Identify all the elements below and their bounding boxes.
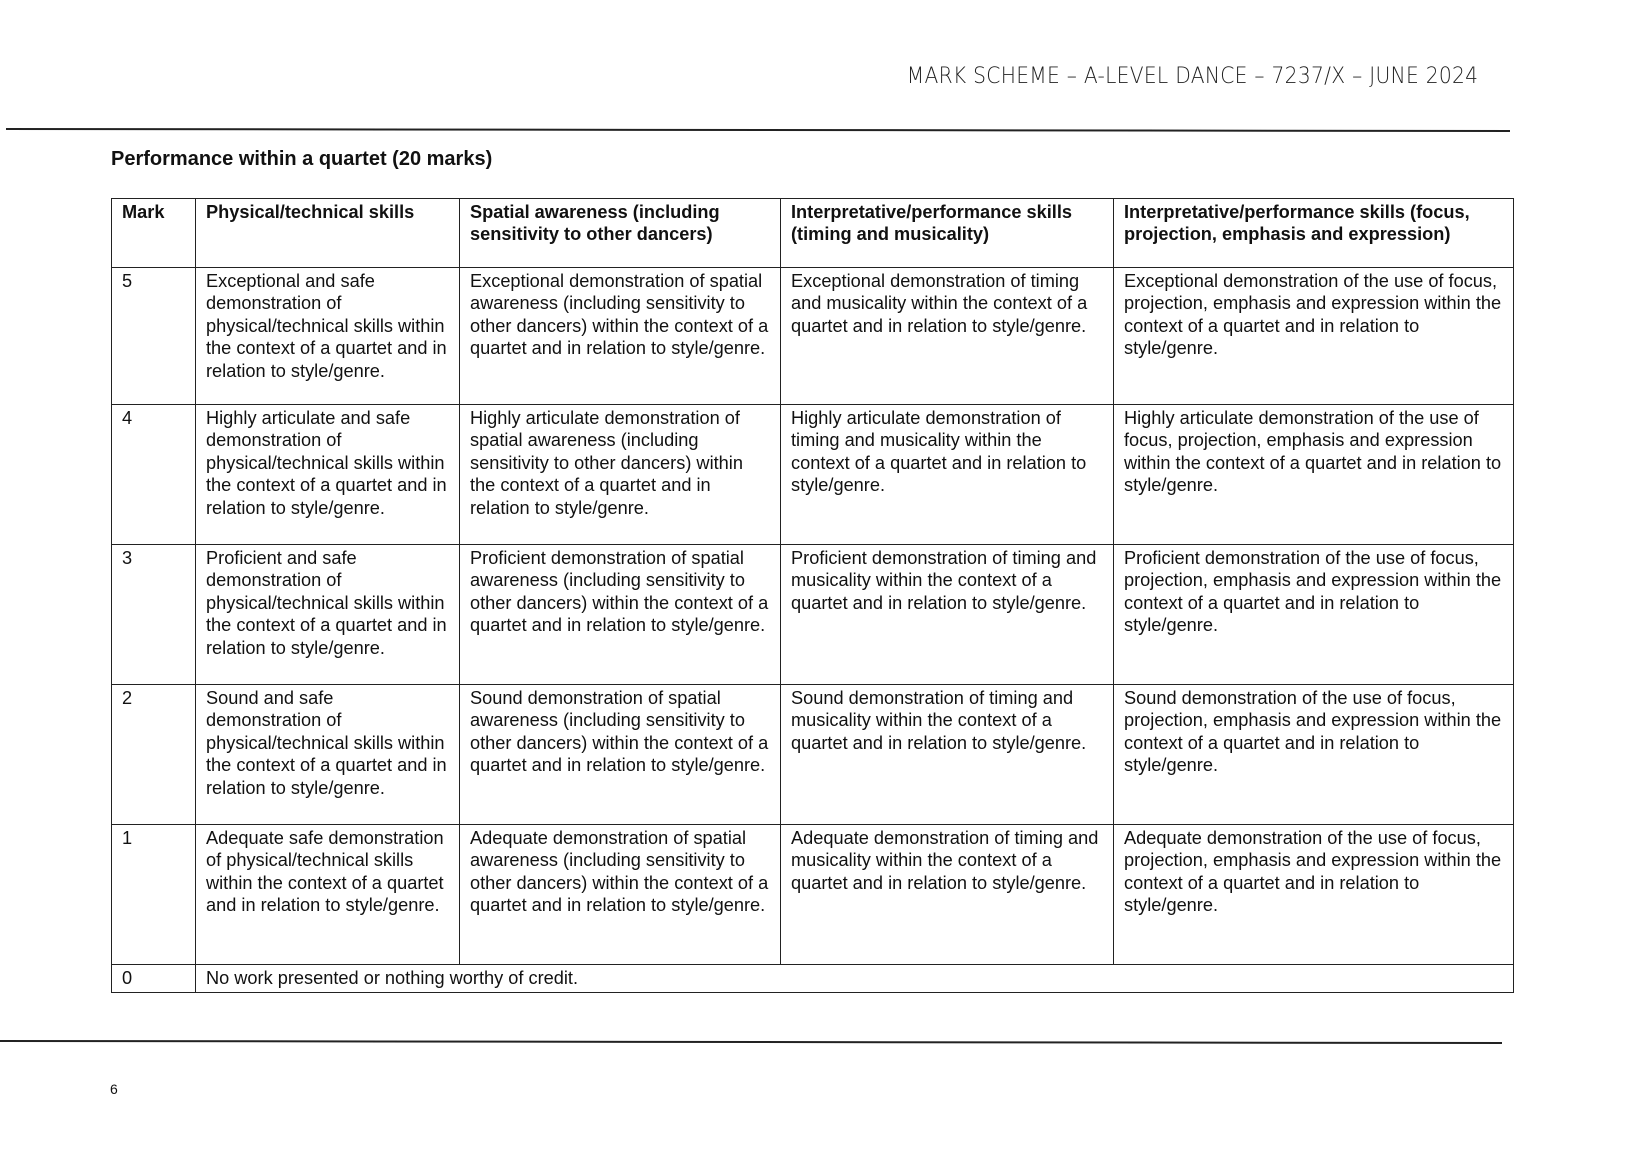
table-row <box>112 545 1514 685</box>
descriptor-cell: Adequate safe demonstration of physical/technical skills within the context of a quartet and in relation to style/genre. <box>196 825 460 965</box>
header-divider <box>6 128 1510 132</box>
table-row-zero <box>112 965 1514 993</box>
mark-cell: 0 <box>112 965 196 993</box>
descriptor-cell: Exceptional demonstration of timing and musicality within the context of a quartet and in relation to style/genre. <box>781 268 1114 405</box>
descriptor-cell: Proficient demonstration of spatial awareness (including sensitivity to other dancers) within the context of a quartet and in relation to style/genre. <box>460 545 781 685</box>
descriptor-cell: Highly articulate demonstration of the use of focus, projection, emphasis and expression within the context of a quartet and in relation to style/genre. <box>1114 405 1514 545</box>
table-header-row <box>112 199 1514 268</box>
table-row <box>112 268 1514 405</box>
column-header-spatial-awareness: Spatial awareness (including sensitivity to other dancers) <box>460 199 781 268</box>
column-header-physical-technical: Physical/technical skills <box>196 199 460 268</box>
descriptor-cell: Proficient and safe demonstration of physical/technical skills within the context of a quartet and in relation to style/genre. <box>196 545 460 685</box>
section-title: Performance within a quartet (20 marks) <box>111 148 493 170</box>
column-header-timing-musicality: Interpretative/performance skills (timing and musicality) <box>781 199 1114 268</box>
descriptor-cell: Adequate demonstration of timing and musicality within the context of a quartet and in relation to style/genre. <box>781 825 1114 965</box>
descriptor-cell: Adequate demonstration of spatial awareness (including sensitivity to other dancers) within the context of a quartet and in relation to style/genre. <box>460 825 781 965</box>
descriptor-cell: Highly articulate and safe demonstration of physical/technical skills within the context of a quartet and in relation to style/genre. <box>196 405 460 545</box>
descriptor-cell: Highly articulate demonstration of timing and musicality within the context of a quartet and in relation to style/genre. <box>781 405 1114 545</box>
descriptor-cell: Highly articulate demonstration of spatial awareness (including sensitivity to other dancers) within the context of a quartet and in relation to style/genre. <box>460 405 781 545</box>
descriptor-cell: Exceptional demonstration of the use of focus, projection, emphasis and expression within the context of a quartet and in relation to style/genre. <box>1114 268 1514 405</box>
table-row <box>112 825 1514 965</box>
table-row <box>112 685 1514 825</box>
descriptor-cell: Exceptional and safe demonstration of physical/technical skills within the context of a quartet and in relation to style/genre. <box>196 268 460 405</box>
descriptor-cell: Proficient demonstration of the use of focus, projection, emphasis and expression within the context of a quartet and in relation to style/genre. <box>1114 545 1514 685</box>
descriptor-cell: Adequate demonstration of the use of focus, projection, emphasis and expression within the context of a quartet and in relation to style/genre. <box>1114 825 1514 965</box>
mark-cell: 2 <box>112 685 196 825</box>
descriptor-cell: Sound demonstration of spatial awareness (including sensitivity to other dancers) within the context of a quartet and in relation to style/genre. <box>460 685 781 825</box>
mark-cell: 1 <box>112 825 196 965</box>
mark-cell: 5 <box>112 268 196 405</box>
mark-cell: 3 <box>112 545 196 685</box>
descriptor-cell: Sound and safe demonstration of physical/technical skills within the context of a quartet and in relation to style/genre. <box>196 685 460 825</box>
column-header-mark: Mark <box>112 199 196 268</box>
mark-cell: 4 <box>112 405 196 545</box>
descriptor-cell: Proficient demonstration of timing and musicality within the context of a quartet and in relation to style/genre. <box>781 545 1114 685</box>
descriptor-cell: Sound demonstration of timing and musicality within the context of a quartet and in relation to style/genre. <box>781 685 1114 825</box>
table-row <box>112 405 1514 545</box>
descriptor-cell: No work presented or nothing worthy of credit. <box>196 965 1514 993</box>
footer-divider <box>0 1040 1502 1044</box>
descriptor-cell: Exceptional demonstration of spatial awareness (including sensitivity to other dancers) within the context of a quartet and in relation to style/genre. <box>460 268 781 405</box>
mark-scheme-table <box>111 198 1514 993</box>
descriptor-cell: Sound demonstration of the use of focus, projection, emphasis and expression within the context of a quartet and in relation to style/genre. <box>1114 685 1514 825</box>
column-header-focus-projection: Interpretative/performance skills (focus, projection, emphasis and expression) <box>1114 199 1514 268</box>
running-header: MARK SCHEME – A-LEVEL DANCE – 7237/X – JUNE 2024 <box>906 64 1478 89</box>
page-number: 6 <box>110 1081 118 1097</box>
